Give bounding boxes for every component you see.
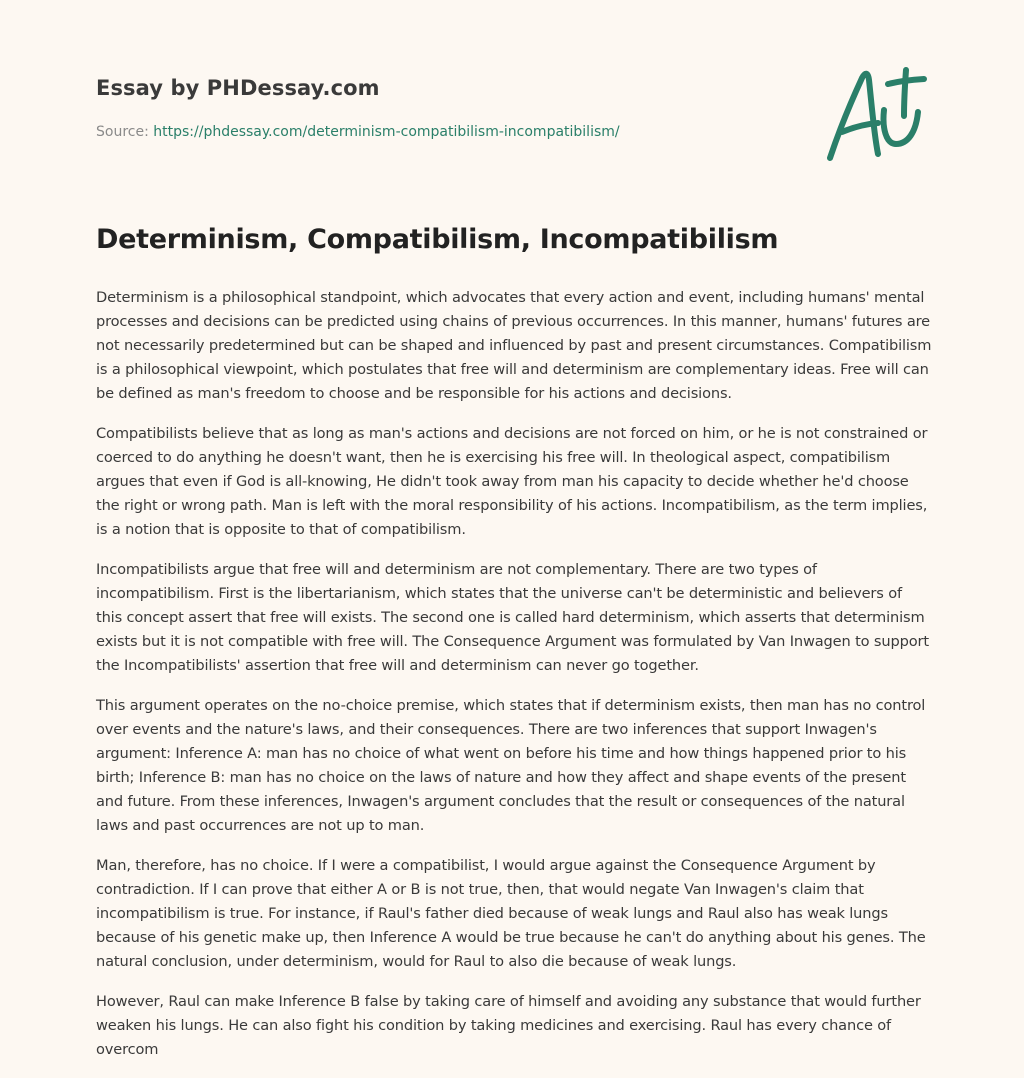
- site-title: Essay by PHDessay.com: [96, 76, 380, 100]
- source-link[interactable]: https://phdessay.com/determinism-compatibilism-incompatibilism/: [153, 124, 620, 140]
- essay-paragraph: However, Raul can make Inference B false by taking care of himself and avoiding any substance that would further weaken his lungs. He can also fight his condition by taking medicines and exercising. Raul has every chance of overcom: [96, 993, 921, 1058]
- essay-paragraph: Incompatibilists argue that free will and determinism are not complementary. There are two types of incompatibilism. First is the libertarianism, which states that the universe can't be deterministic and believers of this concept assert that free will exists. The second one is called hard determinism, which asserts that determinism exists but it is not compatible with free will. The Consequence Argument was formulated by Van Inwagen to support the Incompatibilists' assertion that free will and determinism can never go together.: [96, 561, 929, 674]
- essay-title: Determinism, Compatibilism, Incompatibilism: [96, 224, 779, 255]
- essay-paragraph: Compatibilists believe that as long as man's actions and decisions are not forced on him, or he is not constrained or coerced to do anything he doesn't want, then he is exercising his free will. In theological aspect, compatibilism argues that even if God is all-knowing, He didn't took away from man his capacity to decide whether he'd choose the right or wrong path. Man is left with the moral responsibility of his actions. Incompatibilism, as the term implies, is a notion that is opposite to that of compatibilism.: [96, 425, 928, 538]
- source-line: [96, 124, 620, 140]
- essay-body: [96, 286, 932, 1078]
- essay-paragraph: Man, therefore, has no choice. If I were a compatibilist, I would argue against the Consequence Argument by contradiction. If I can prove that either A or B is not true, then, that would negate Van Inwagen's claim that incompatibilism is true. For instance, if Raul's father died because of weak lungs and Raul also has weak lungs because of his genetic make up, then Inference A would be true because he can't do anything about his genes. The natural conclusion, under determinism, would for Raul to also die because of weak lungs.: [96, 857, 926, 970]
- a-plus-logo-icon: [820, 66, 930, 166]
- source-label: Source:: [96, 124, 154, 140]
- essay-paragraph: Determinism is a philosophical standpoint, which advocates that every action and event, including humans' mental processes and decisions can be predicted using chains of previous occurrences. In this manner, humans' futures are not necessarily predetermined but can be shaped and influenced by past and present circumstances. Compatibilism is a philosophical viewpoint, which postulates that free will and determinism are complementary ideas. Free will can be defined as man's freedom to choose and be responsible for his actions and decisions.: [96, 289, 932, 402]
- essay-paragraph: This argument operates on the no-choice premise, which states that if determinism exists, then man has no control over events and the nature's laws, and their consequences. There are two inferences that support Inwagen's argument: Inference A: man has no choice of what went on before his time and how things happened prior to his birth; Inference B: man has no choice on the laws of nature and how they affect and shape events of the present and future. From these inferences, Inwagen's argument concludes that the result or consequences of the natural laws and past occurrences are not up to man.: [96, 697, 926, 834]
